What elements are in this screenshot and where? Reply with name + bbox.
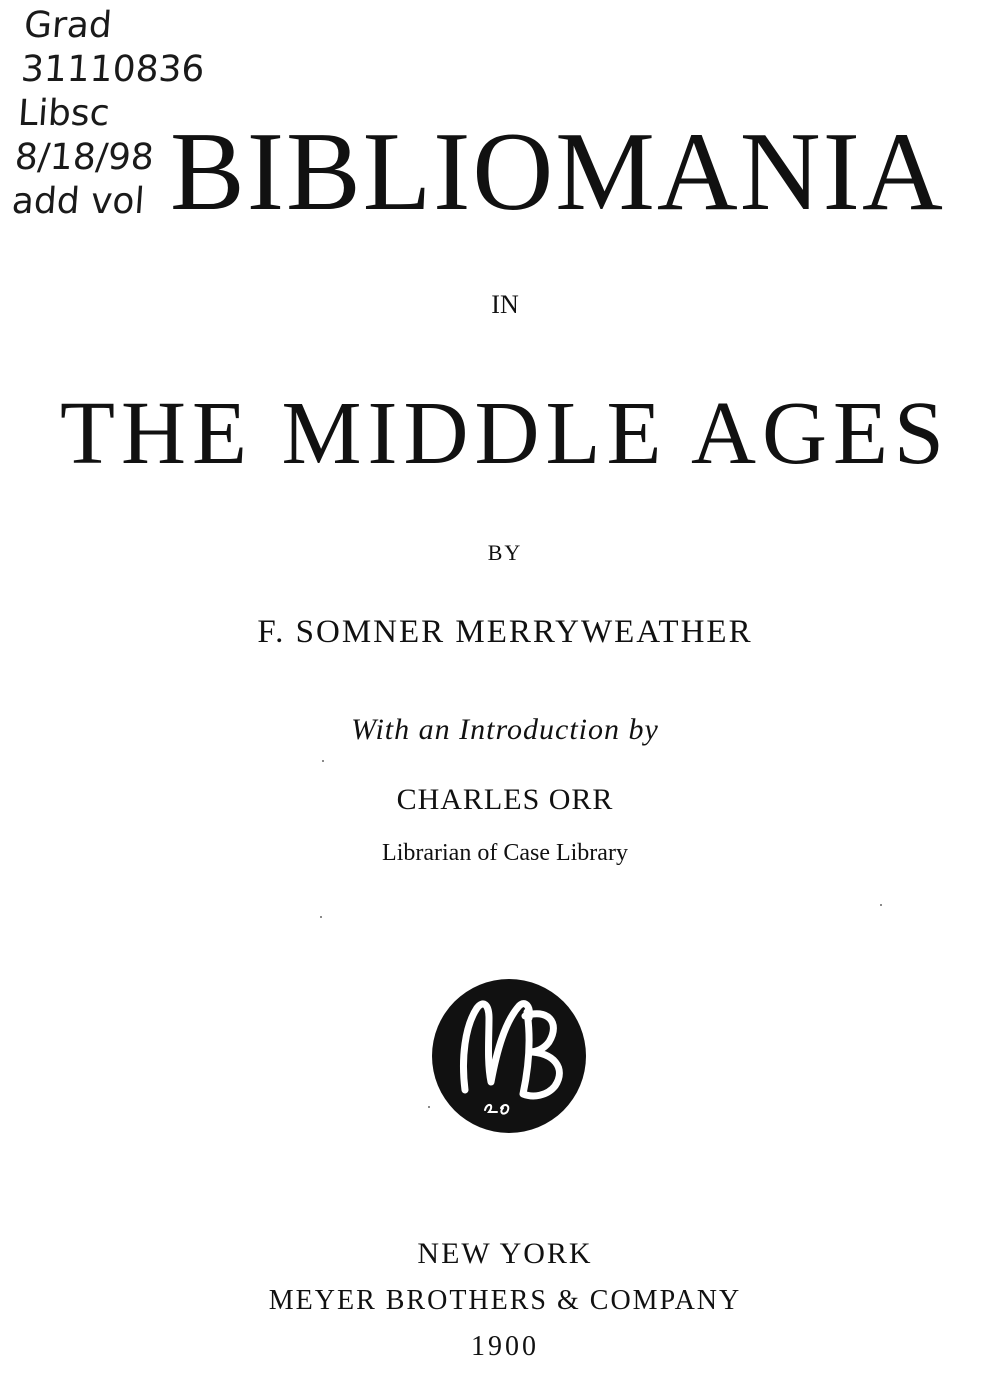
note-line: 31110836 [19,49,206,90]
author-name: F. SOMNER MERRYWEATHER [257,614,753,650]
note-line: add vol [10,181,146,222]
publisher-name: MEYER BROTHERS & COMPANY [268,1285,742,1316]
publisher-city: NEW YORK [417,1237,593,1270]
paper-speck [880,904,882,906]
introducer-name: CHARLES ORR [396,783,614,816]
introduction-phrase: With an Introduction by [351,713,659,746]
paper-speck [320,916,322,918]
note-line: Libsc [16,93,111,134]
book-subtitle: THE MIDDLE AGES [60,384,950,483]
by-label: BY [487,540,523,565]
note-line: Grad [22,5,114,46]
note-line: 8/18/98 [13,137,156,178]
publication-year: 1900 [471,1331,539,1362]
paper-speck [322,760,324,762]
title-connector: IN [491,290,519,319]
book-title: BIBLIOMANIA [170,110,945,234]
paper-speck [428,1106,430,1108]
introducer-role: Librarian of Case Library [382,840,628,866]
publisher-monogram-icon [431,978,587,1134]
